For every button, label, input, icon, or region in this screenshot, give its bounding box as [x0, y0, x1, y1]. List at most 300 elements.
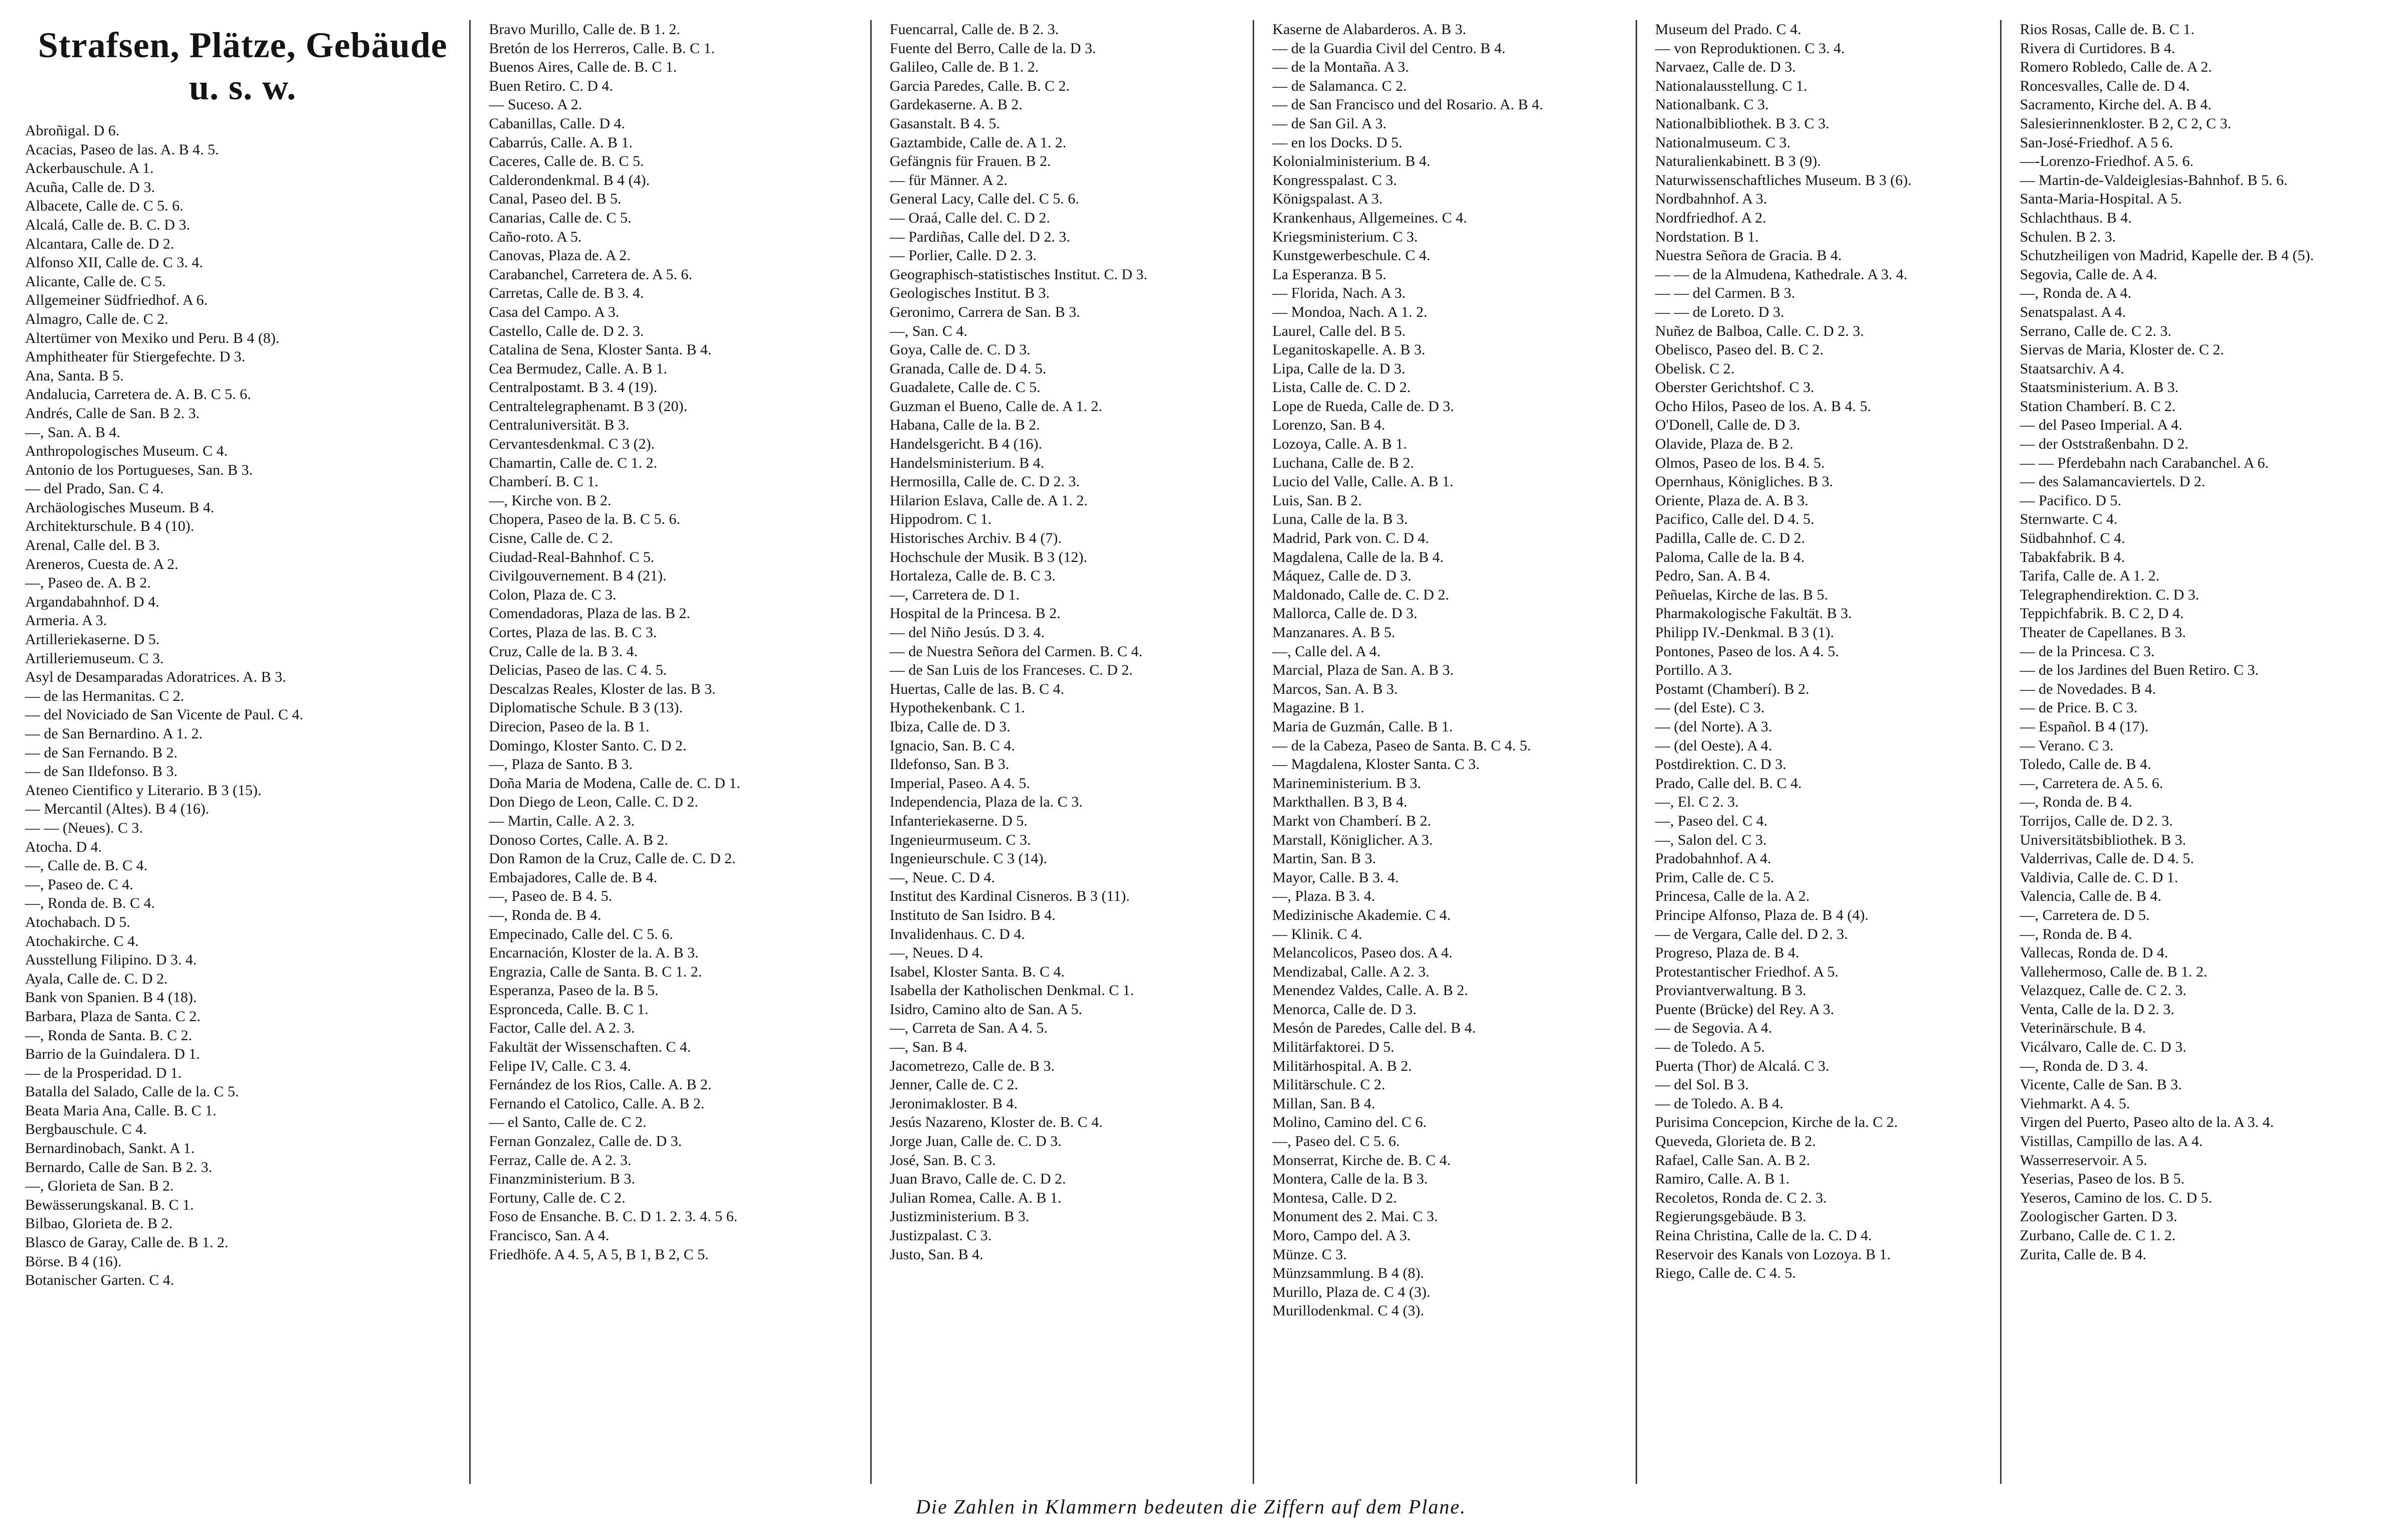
index-entry: Maria de Guzmán, Calle. B 1.	[1272, 718, 1453, 735]
index-entry: —, Glorieta de San. B 2.	[25, 1178, 174, 1195]
index-entry: Medizinische Akademie. C 4.	[1272, 906, 1451, 923]
index-entry: — de San Fernando. B 2.	[25, 744, 178, 761]
index-entry: Diplomatische Schule. B 3 (13).	[489, 699, 683, 716]
index-entry: Donoso Cortes, Calle. A. B 2.	[489, 831, 668, 848]
index-entry: Arenal, Calle del. B 3.	[25, 537, 160, 554]
index-entry: Historisches Archiv. B 4 (7).	[889, 530, 1062, 547]
index-entry: Cervantesdenkmal. C 3 (2).	[489, 436, 655, 453]
index-entry: Philipp IV.-Denkmal. B 3 (1).	[1655, 624, 1834, 641]
index-entry: Archäologisches Museum. B 4.	[25, 499, 215, 516]
index-entry: Kolonialministerium. B 4.	[1272, 153, 1431, 170]
index-entry: —, Neues. D 4.	[889, 944, 983, 961]
index-entry: Siervas de Maria, Kloster de. C 2.	[2020, 341, 2224, 358]
index-entry: Artilleriemuseum. C 3.	[25, 650, 164, 667]
index-entry: Cruz, Calle de la. B 3. 4.	[489, 643, 638, 660]
index-entry: Serrano, Calle de. C 2. 3.	[2020, 322, 2171, 339]
index-entry: — de San Francisco und del Rosario. A. B 4.	[1272, 96, 1543, 113]
index-column-5	[1650, 20, 2002, 1484]
index-entry: Olavide, Plaza de. B 2.	[1655, 436, 1794, 453]
index-heading: Strafsen, Plätze, Gebäude u. s. w.	[38, 25, 448, 107]
index-entry: Bretón de los Herreros, Calle. B. C 1.	[489, 40, 715, 57]
index-entry: Cisne, Calle de. C 2.	[489, 530, 613, 547]
index-entry: Montesa, Calle. D 2.	[1272, 1189, 1397, 1206]
index-entry: Fernández de los Rios, Calle. A. B 2.	[489, 1076, 712, 1093]
index-entry: Progreso, Plaza de. B 4.	[1655, 944, 1800, 961]
index-entry: Sternwarte. C 4.	[2020, 511, 2118, 528]
index-entry: Bergbauschule. C 4.	[25, 1121, 147, 1138]
index-entry: Menorca, Calle de. D 3.	[1272, 1001, 1417, 1018]
index-entry: Murillo, Plaza de. C 4 (3).	[1272, 1283, 1431, 1300]
index-entry: Handelsgericht. B 4 (16).	[889, 436, 1042, 453]
index-entry: Princesa, Calle de la. A 2.	[1655, 888, 1810, 905]
index-entry: — de Vergara, Calle del. D 2. 3.	[1655, 925, 1848, 942]
index-entry: Argandabahnhof. D 4.	[25, 593, 159, 610]
index-entry: Bernardo, Calle de San. B 2. 3.	[25, 1159, 213, 1176]
index-entry: Felipe IV, Calle. C 3. 4.	[489, 1057, 631, 1074]
index-entry: — de los Jardines del Buen Retiro. C 3.	[2020, 662, 2259, 679]
index-entry: Gardekaserne. A. B 2.	[889, 96, 1023, 113]
index-entry: Staatsarchiv. A 4.	[2020, 360, 2124, 377]
index-entry: Barbara, Plaza de Santa. C 2.	[25, 1008, 201, 1025]
index-entry: Viehmarkt. A 4. 5.	[2020, 1095, 2130, 1112]
index-entry: —, Paseo de. C 4.	[25, 876, 133, 893]
index-entry: Militärfaktorei. D 5.	[1272, 1039, 1395, 1056]
index-entry: — de San Gil. A 3.	[1272, 115, 1386, 132]
index-entry: — de la Montaña. A 3.	[1272, 59, 1409, 76]
index-entry: Marineministerium. B 3.	[1272, 775, 1422, 792]
index-entry: Amphitheater für Stiergefechte. D 3.	[25, 348, 246, 365]
index-entry: Cabanillas, Calle. D 4.	[489, 115, 626, 132]
index-entry: — del Paseo Imperial. A 4.	[2020, 417, 2182, 434]
index-entry: —, Paseo del. C 5. 6.	[1272, 1133, 1400, 1150]
index-entry: Fernan Gonzalez, Calle de. D 3.	[489, 1133, 682, 1150]
index-entry: Gasanstalt. B 4. 5.	[889, 115, 1000, 132]
index-entry: Geologisches Institut. B 3.	[889, 285, 1050, 302]
index-entry: Institut des Kardinal Cisneros. B 3 (11).	[889, 888, 1130, 905]
index-entry: Riego, Calle de. C 4. 5.	[1655, 1265, 1796, 1282]
index-entry: —, Carretera de. D 1.	[889, 586, 1020, 603]
index-entry: Senatspalast. A 4.	[2020, 303, 2126, 320]
index-entry: Lista, Calle de. C. D 2.	[1272, 379, 1411, 396]
index-entry: Lucio del Valle, Calle. A. B 1.	[1272, 473, 1454, 490]
footnote: Die Zahlen in Klammern bedeuten die Ziffern auf dem Plane.	[915, 1495, 1467, 1518]
index-entry: Garcia Paredes, Calle. B. C 2.	[889, 77, 1070, 94]
index-entry: —, San. B 4.	[889, 1039, 967, 1056]
index-entry: Canovas, Plaza de. A 2.	[489, 247, 631, 264]
index-entry: Valdivia, Calle de. C. D 1.	[2020, 869, 2178, 886]
index-entry: Tarifa, Calle de. A 1. 2.	[2020, 567, 2160, 585]
index-entry: — — (Neues). C 3.	[25, 819, 143, 836]
index-entry: Reina Christina, Calle de la. C. D 4.	[1655, 1227, 1872, 1244]
index-entry: Encarnación, Kloster de la. A. B 3.	[489, 944, 699, 961]
index-entry: Almagro, Calle de. C 2.	[25, 310, 168, 327]
index-entry: Buenos Aires, Calle de. B. C 1.	[489, 59, 677, 76]
index-entry: Nationalausstellung. C 1.	[1655, 77, 1808, 94]
index-entry: Cea Bermudez, Calle. A. B 1.	[489, 360, 668, 377]
index-entry: Valderrivas, Calle de. D 4. 5.	[2020, 850, 2194, 867]
index-entry: Leganitoskapelle. A. B 3.	[1272, 341, 1426, 358]
index-entry: General Lacy, Calle del. C 5. 6.	[889, 190, 1079, 208]
index-entry: — der Oststraßenbahn. D 2.	[2020, 436, 2189, 453]
index-entry: Ferraz, Calle de. A 2. 3.	[489, 1151, 632, 1169]
index-entry: Peñuelas, Kirche de las. B 5.	[1655, 586, 1828, 603]
index-entry: Imperial, Paseo. A 4. 5.	[889, 775, 1030, 792]
index-entry: Huertas, Calle de las. B. C 4.	[889, 680, 1065, 697]
index-entry: Ramiro, Calle. A. B 1.	[1655, 1171, 1790, 1188]
index-entry: Bewässerungskanal. B. C 1.	[25, 1196, 194, 1213]
index-entry: Oriente, Plaza de. A. B 3.	[1655, 492, 1809, 509]
index-entry: — (del Oeste). A 4.	[1655, 737, 1772, 754]
index-entry: Börse. B 4 (16).	[25, 1253, 122, 1270]
index-entry: Salesierinnenkloster. B 2, C 2, C 3.	[2020, 115, 2232, 132]
index-entry: Cortes, Plaza de las. B. C 3.	[489, 624, 657, 641]
index-entry: — Verano. C 3.	[2020, 737, 2114, 754]
index-entry: Direcion, Paseo de la. B 1.	[489, 718, 650, 735]
index-entry: Obelisk. C 2.	[1655, 360, 1735, 377]
entry-list	[1272, 20, 1627, 1320]
index-entry: Ana, Santa. B 5.	[25, 367, 124, 384]
index-entry: Artilleriekaserne. D 5.	[25, 631, 160, 648]
index-entry: Opernhaus, Königliches. B 3.	[1655, 473, 1833, 490]
index-entry: Luna, Calle de la. B 3.	[1272, 511, 1408, 528]
index-entry: Hippodrom. C 1.	[889, 511, 992, 528]
index-entry: Instituto de San Isidro. B 4.	[889, 906, 1056, 923]
index-entry: Centraltelegraphenamt. B 3 (20).	[489, 398, 688, 415]
index-entry: Guadalete, Calle de. C 5.	[889, 379, 1041, 396]
index-entry: Pharmakologische Fakultät. B 3.	[1655, 605, 1852, 622]
index-entry: — de la Guardia Civil del Centro. B 4.	[1272, 40, 1506, 57]
index-entry: Naturwissenschaftliches Museum. B 3 (6).	[1655, 171, 1912, 188]
index-entry: Embajadores, Calle de. B 4.	[489, 869, 658, 886]
index-entry: — Mondoa, Nach. A 1. 2.	[1272, 303, 1428, 320]
entry-list	[890, 20, 1244, 1264]
index-entry: Albacete, Calle de. C 5. 6.	[25, 198, 183, 215]
index-entry: Domingo, Kloster Santo. C. D 2.	[489, 737, 687, 754]
index-entry: Allgemeiner Südfriedhof. A 6.	[25, 292, 208, 309]
index-entry: Espronceda, Calle. B. C 1.	[489, 1001, 649, 1018]
index-entry: Pacifico, Calle del. D 4. 5.	[1655, 511, 1815, 528]
index-entry: — Klinik. C 4.	[1272, 925, 1362, 942]
index-entry: Südbahnhof. C 4.	[2020, 530, 2125, 547]
index-entry: Antonio de los Portugueses, San. B 3.	[25, 461, 253, 478]
index-entry: Postamt (Chamberí). B 2.	[1655, 680, 1810, 697]
index-entry: Telegraphendirektion. C. D 3.	[2020, 586, 2200, 603]
index-entry: Santa-Maria-Hospital. A 5.	[2020, 190, 2182, 208]
index-entry: Vallecas, Ronda de. D 4.	[2020, 944, 2168, 961]
index-entry: —, Salon del. C 3.	[1655, 831, 1767, 848]
index-entry: — — Pferdebahn nach Carabanchel. A 6.	[2020, 454, 2269, 471]
index-entry: Delicias, Paseo de las. C 4. 5.	[489, 662, 667, 679]
index-entry: Manzanares. A. B 5.	[1272, 624, 1396, 641]
index-entry: Jorge Juan, Calle de. C. D 3.	[889, 1133, 1062, 1150]
index-entry: Bilbao, Glorieta de. B 2.	[25, 1215, 173, 1232]
index-entry: Vistillas, Campillo de las. A 4.	[2020, 1133, 2203, 1150]
index-entry: Centralpostamt. B 3. 4 (19).	[489, 379, 658, 396]
index-entry: Julian Romea, Calle. A. B 1.	[889, 1189, 1062, 1206]
index-entry: —, Neue. C. D 4.	[889, 869, 995, 886]
index-column-1	[20, 20, 471, 1484]
index-entry: Roncesvalles, Calle de. D 4.	[2020, 77, 2190, 94]
index-entry: Mendizabal, Calle. A 2. 3.	[1272, 963, 1430, 980]
index-entry: Finanzministerium. B 3.	[489, 1171, 636, 1188]
index-entry: Acuña, Calle de. D 3.	[25, 178, 155, 196]
index-entry: Altertümer von Mexiko und Peru. B 4 (8).	[25, 329, 280, 346]
index-entry: Carabanchel, Carretera de. A 5. 6.	[489, 266, 693, 283]
index-entry: Zurita, Calle de. B 4.	[2020, 1246, 2146, 1263]
index-entry: —, Calle del. A 4.	[1272, 643, 1381, 660]
index-entry: Fuente del Berro, Calle de la. D 3.	[889, 40, 1096, 57]
index-entry: Kongresspalast. C 3.	[1272, 171, 1397, 188]
index-entry: Hilarion Eslava, Calle de. A 1. 2.	[889, 492, 1088, 509]
index-entry: Nuñez de Balboa, Calle. C. D 2. 3.	[1655, 322, 1864, 339]
index-entry: O'Donell, Calle de. D 3.	[1655, 417, 1801, 434]
index-entry: Schutzheiligen von Madrid, Kapelle der. B 4 (5).	[2020, 247, 2314, 264]
index-entry: Calderondenkmal. B 4 (4).	[489, 171, 650, 188]
index-entry: Buen Retiro. C. D 4.	[489, 77, 613, 94]
index-entry: Oberster Gerichtshof. C 3.	[1655, 379, 1815, 396]
index-entry: — de Segovia. A 4.	[1655, 1020, 1772, 1037]
index-entry: — de la Cabeza, Paseo de Santa. B. C 4. 5.	[1272, 737, 1531, 754]
index-entry: Vicente, Calle de San. B 3.	[2020, 1076, 2182, 1093]
index-entry: Paloma, Calle de la. B 4.	[1655, 548, 1805, 565]
index-entry: — — de la Almudena, Kathedrale. A 3. 4.	[1655, 266, 1908, 283]
index-entry: Beata Maria Ana, Calle. B. C 1.	[25, 1102, 217, 1119]
index-entry: —, Ronda de. B 4.	[489, 906, 602, 923]
index-entry: Velazquez, Calle de. C 2. 3.	[2020, 982, 2187, 999]
index-entry: Recoletos, Ronda de. C 2. 3.	[1655, 1189, 1827, 1206]
index-entry: Fakultät der Wissenschaften. C 4.	[489, 1039, 691, 1056]
index-entry: Hochschule der Musik. B 3 (12).	[889, 548, 1087, 565]
index-entry: Puerta (Thor) de Alcalá. C 3.	[1655, 1057, 1830, 1074]
index-entry: Magdalena, Calle de la. B 4.	[1272, 548, 1444, 565]
index-entry: Chopera, Paseo de la. B. C 5. 6.	[489, 511, 680, 528]
index-entry: Atochakirche. C 4.	[25, 932, 139, 949]
index-entry: — Español. B 4 (17).	[2020, 718, 2149, 735]
index-page	[20, 20, 2362, 1484]
index-entry: Areneros, Cuesta de. A 2.	[25, 555, 178, 572]
index-entry: Königspalast. A 3.	[1272, 190, 1383, 208]
entry-list	[1655, 20, 1992, 1283]
index-entry: Jenner, Calle de. C 2.	[889, 1076, 1019, 1093]
index-entry: — del Sol. B 3.	[1655, 1076, 1749, 1093]
index-entry: Bravo Murillo, Calle de. B 1. 2.	[489, 21, 681, 38]
index-entry: Castello, Calle de. D 2. 3.	[489, 322, 644, 339]
index-entry: Ackerbauschule. A 1.	[25, 160, 154, 177]
index-entry: Schulen. B 2. 3.	[2020, 228, 2116, 245]
index-entry: Pontones, Paseo de los. A 4. 5.	[1655, 643, 1839, 660]
index-entry: Atocha. D 4.	[25, 838, 102, 855]
index-entry: Atochabach. D 5.	[25, 913, 130, 930]
index-entry: Máquez, Calle de. D 3.	[1272, 567, 1412, 585]
index-entry: Virgen del Puerto, Paseo alto de la. A 3. 4.	[2020, 1114, 2274, 1131]
index-entry: Theater de Capellanes. B 3.	[2020, 624, 2186, 641]
index-entry: Nordfriedhof. A 2.	[1655, 209, 1766, 226]
index-entry: Justizpalast. C 3.	[889, 1227, 992, 1244]
index-entry: Ibiza, Calle de. D 3.	[889, 718, 1011, 735]
index-entry: Infanteriekaserne. D 5.	[889, 812, 1028, 829]
index-entry: Portillo. A 3.	[1655, 662, 1732, 679]
index-entry: Narvaez, Calle de. D 3.	[1655, 59, 1796, 76]
index-entry: Reservoir des Kanals von Lozoya. B 1.	[1655, 1246, 1891, 1263]
index-entry: Centraluniversität. B 3.	[489, 417, 630, 434]
index-entry: Menendez Valdes, Calle. A. B 2.	[1272, 982, 1468, 999]
index-entry: Don Diego de Leon, Calle. C. D 2.	[489, 794, 698, 811]
index-entry: José, San. B. C 3.	[889, 1151, 996, 1169]
index-entry: Caceres, Calle de. B. C 5.	[489, 153, 644, 170]
index-entry: Luchana, Calle de. B 2.	[1272, 454, 1414, 471]
index-entry: Torrijos, Calle de. D 2. 3.	[2020, 812, 2173, 829]
index-entry: Lorenzo, San. B 4.	[1272, 417, 1385, 434]
index-entry: Andrés, Calle de San. B 2. 3.	[25, 405, 200, 422]
index-entry: Militärschule. C 2.	[1272, 1076, 1385, 1093]
index-entry: Militärhospital. A. B 2.	[1272, 1057, 1412, 1074]
index-entry: Kunstgewerbeschule. C 4.	[1272, 247, 1431, 264]
index-entry: Granada, Calle de. D 4. 5.	[889, 360, 1047, 377]
index-entry: Principe Alfonso, Plaza de. B 4 (4).	[1655, 906, 1869, 923]
index-entry: — Martin, Calle. A 2. 3.	[489, 812, 635, 829]
index-entry: Prado, Calle del. B. C 4.	[1655, 775, 1802, 792]
index-entry: Ingenieurmuseum. C 3.	[889, 831, 1031, 848]
index-entry: Jeronimakloster. B 4.	[889, 1095, 1018, 1112]
index-entry: Caño-roto. A 5.	[489, 228, 582, 245]
index-entry: Comendadoras, Plaza de las. B 2.	[489, 605, 690, 622]
index-entry: Geronimo, Carrera de San. B 3.	[889, 303, 1080, 320]
index-entry: — Pacifico. D 5.	[2020, 492, 2121, 509]
index-entry: Tabakfabrik. B 4.	[2020, 548, 2125, 565]
index-entry: Colon, Plaza de. C 3.	[489, 586, 617, 603]
index-entry: — de Salamanca. C 2.	[1272, 77, 1407, 94]
index-entry: —, Calle de. B. C 4.	[25, 857, 148, 874]
index-entry: — (del Norte). A 3.	[1655, 718, 1772, 735]
index-entry: —, Paseo del. C 4.	[1655, 812, 1768, 829]
index-entry: —, Paseo de. B 4. 5.	[489, 888, 613, 905]
index-entry: —, Ronda de. D 3. 4.	[2020, 1057, 2148, 1074]
index-entry: — de Price. B. C 3.	[2020, 699, 2138, 716]
index-entry: Lozoya, Calle. A. B 1.	[1272, 436, 1407, 453]
index-entry: Civilgouvernement. B 4 (21).	[489, 567, 667, 585]
index-entry: Hermosilla, Calle de. C. D 2. 3.	[889, 473, 1080, 490]
index-entry: Zoologischer Garten. D 3.	[2020, 1208, 2177, 1225]
index-entry: — — del Carmen. B 3.	[1655, 285, 1796, 302]
index-entry: Jesús Nazareno, Kloster de. B. C 4.	[889, 1114, 1103, 1131]
index-entry: Segovia, Calle de. A 4.	[2020, 266, 2157, 283]
index-entry: Batalla del Salado, Calle de la. C 5.	[25, 1083, 239, 1100]
index-entry: Bernardinobach, Sankt. A 1.	[25, 1140, 195, 1157]
index-entry: Moro, Campo del. A 3.	[1272, 1227, 1411, 1244]
index-entry: Bank von Spanien. B 4 (18).	[25, 989, 197, 1006]
index-entry: Nuestra Señora de Gracia. B 4.	[1655, 247, 1842, 264]
index-entry: — Oraá, Calle del. C. D 2.	[889, 209, 1050, 226]
index-entry: Asyl de Desamparadas Adoratrices. A. B 3.	[25, 669, 286, 686]
entry-list	[25, 121, 460, 1290]
index-entry: Marcial, Plaza de San. A. B 3.	[1272, 662, 1454, 679]
index-column-3	[885, 20, 1255, 1484]
index-entry: — de Novedades. B 4.	[2020, 680, 2156, 697]
index-entry: Queveda, Glorieta de. B 2.	[1655, 1133, 1816, 1150]
index-entry: Architekturschule. B 4 (10).	[25, 518, 194, 535]
index-entry: Fuencarral, Calle de. B 2. 3.	[889, 21, 1059, 38]
index-entry: Wasserreservoir. A 5.	[2020, 1151, 2147, 1169]
index-entry: Empecinado, Calle del. C 5. 6.	[489, 925, 673, 942]
index-entry: Doña Maria de Modena, Calle de. C. D 1.	[489, 775, 740, 792]
index-entry: Ocho Hilos, Paseo de los. A. B 4. 5.	[1655, 398, 1871, 415]
index-entry: Naturalienkabinett. B 3 (9).	[1655, 153, 1821, 170]
index-entry: Marcos, San. A. B 3.	[1272, 680, 1398, 697]
index-entry: Romero Robledo, Calle de. A 2.	[2020, 59, 2212, 76]
index-entry: — Magdalena, Kloster Santa. C 3.	[1272, 756, 1480, 773]
index-entry: Lope de Rueda, Calle de. D 3.	[1272, 398, 1454, 415]
index-entry: — de Nuestra Señora del Carmen. B. C 4.	[889, 643, 1142, 660]
index-entry: Cabarrús, Calle. A. B 1.	[489, 134, 633, 151]
index-entry: —, Ronda de Santa. B. C 2.	[25, 1027, 192, 1044]
index-entry: Postdirektion. C. D 3.	[1655, 756, 1787, 773]
index-entry: Markt von Chamberí. B 2.	[1272, 812, 1432, 829]
index-entry: — de San Ildefonso. B 3.	[25, 763, 178, 780]
index-entry: Ayala, Calle de. C. D 2.	[25, 970, 168, 987]
index-entry: —, Carretera de. D 5.	[2020, 906, 2150, 923]
index-entry: Purisima Concepcion, Kirche de la. C 2.	[1655, 1114, 1898, 1131]
index-entry: —, Ronda de. B 4.	[2020, 925, 2132, 942]
index-entry: Esperanza, Paseo de la. B 5.	[489, 982, 659, 999]
index-entry: Pedro, San. A. B 4.	[1655, 567, 1770, 585]
index-entry: Rivera di Curtidores. B 4.	[2020, 40, 2175, 57]
index-entry: —, San. A. B 4.	[25, 424, 121, 441]
index-entry: — de las Hermanitas. C 2.	[25, 687, 184, 704]
index-entry: Montera, Calle de la. B 3.	[1272, 1171, 1428, 1188]
index-entry: —, Ronda de. B 4.	[2020, 794, 2132, 811]
index-entry: Nationalbank. C 3.	[1655, 96, 1769, 113]
index-entry: — (del Este). C 3.	[1655, 699, 1765, 716]
index-entry: Nordstation. B 1.	[1655, 228, 1759, 245]
index-entry: — del Prado, San. C 4.	[25, 480, 164, 497]
index-entry: Rios Rosas, Calle de. B. C 1.	[2020, 21, 2195, 38]
index-entry: Puente (Brücke) del Rey. A 3.	[1655, 1001, 1835, 1018]
index-entry: Melancolicos, Paseo dos. A 4.	[1272, 944, 1453, 961]
index-entry: Maldonado, Calle de. C. D 2.	[1272, 586, 1449, 603]
index-entry: Chamartin, Calle de. C 1. 2.	[489, 454, 658, 471]
index-entry: Hortaleza, Calle de. B. C 3.	[889, 567, 1056, 585]
index-entry: — Martin-de-Valdeiglesias-Bahnhof. B 5. 6.	[2020, 171, 2288, 188]
index-entry: Universitätsbibliothek. B 3.	[2020, 831, 2187, 848]
index-entry: Ausstellung Filipino. D 3. 4.	[25, 951, 197, 969]
index-entry: Friedhöfe. A 4. 5, A 5, B 1, B 2, C 5.	[489, 1246, 709, 1263]
index-entry: — el Santo, Calle de. C 2.	[489, 1114, 647, 1131]
index-entry: Geographisch-statistisches Institut. C. D 3.	[889, 266, 1147, 283]
index-entry: — von Reproduktionen. C 3. 4.	[1655, 40, 1845, 57]
index-column-2	[484, 20, 872, 1484]
index-entry: Alicante, Calle de. C 5.	[25, 273, 166, 290]
index-entry: Marstall, Königlicher. A 3.	[1272, 831, 1433, 848]
index-entry: Canarias, Calle de. C 5.	[489, 209, 632, 226]
index-entry: Regierungsgebäude. B 3.	[1655, 1208, 1807, 1225]
index-entry: Descalzas Reales, Kloster de las. B 3.	[489, 680, 716, 697]
index-entry: Isabella der Katholischen Denkmal. C 1.	[889, 982, 1134, 999]
index-entry: Obelisco, Paseo del. B. C 2.	[1655, 341, 1824, 358]
index-entry: —, Carretera de. A 5. 6.	[2020, 775, 2163, 792]
index-entry: Molino, Camino del. C 6.	[1272, 1114, 1427, 1131]
index-entry: Millan, San. B 4.	[1272, 1095, 1375, 1112]
index-entry: Krankenhaus, Allgemeines. C 4.	[1272, 209, 1467, 226]
index-entry: Jacometrezo, Calle de. B 3.	[889, 1057, 1055, 1074]
index-entry: Madrid, Park von. C. D 4.	[1272, 530, 1429, 547]
index-entry: —, Ronda de. B. C 4.	[25, 895, 155, 912]
index-entry: Hypothekenbank. C 1.	[889, 699, 1025, 716]
index-entry: Galileo, Calle de. B 1. 2.	[889, 59, 1039, 76]
index-entry: Station Chamberí. B. C 2.	[2020, 398, 2176, 415]
index-entry: Nationalbibliothek. B 3. C 3.	[1655, 115, 1830, 132]
index-entry: Sacramento, Kirche del. A. B 4.	[2020, 96, 2212, 113]
index-entry: —, Ronda de. A 4.	[2020, 285, 2131, 302]
